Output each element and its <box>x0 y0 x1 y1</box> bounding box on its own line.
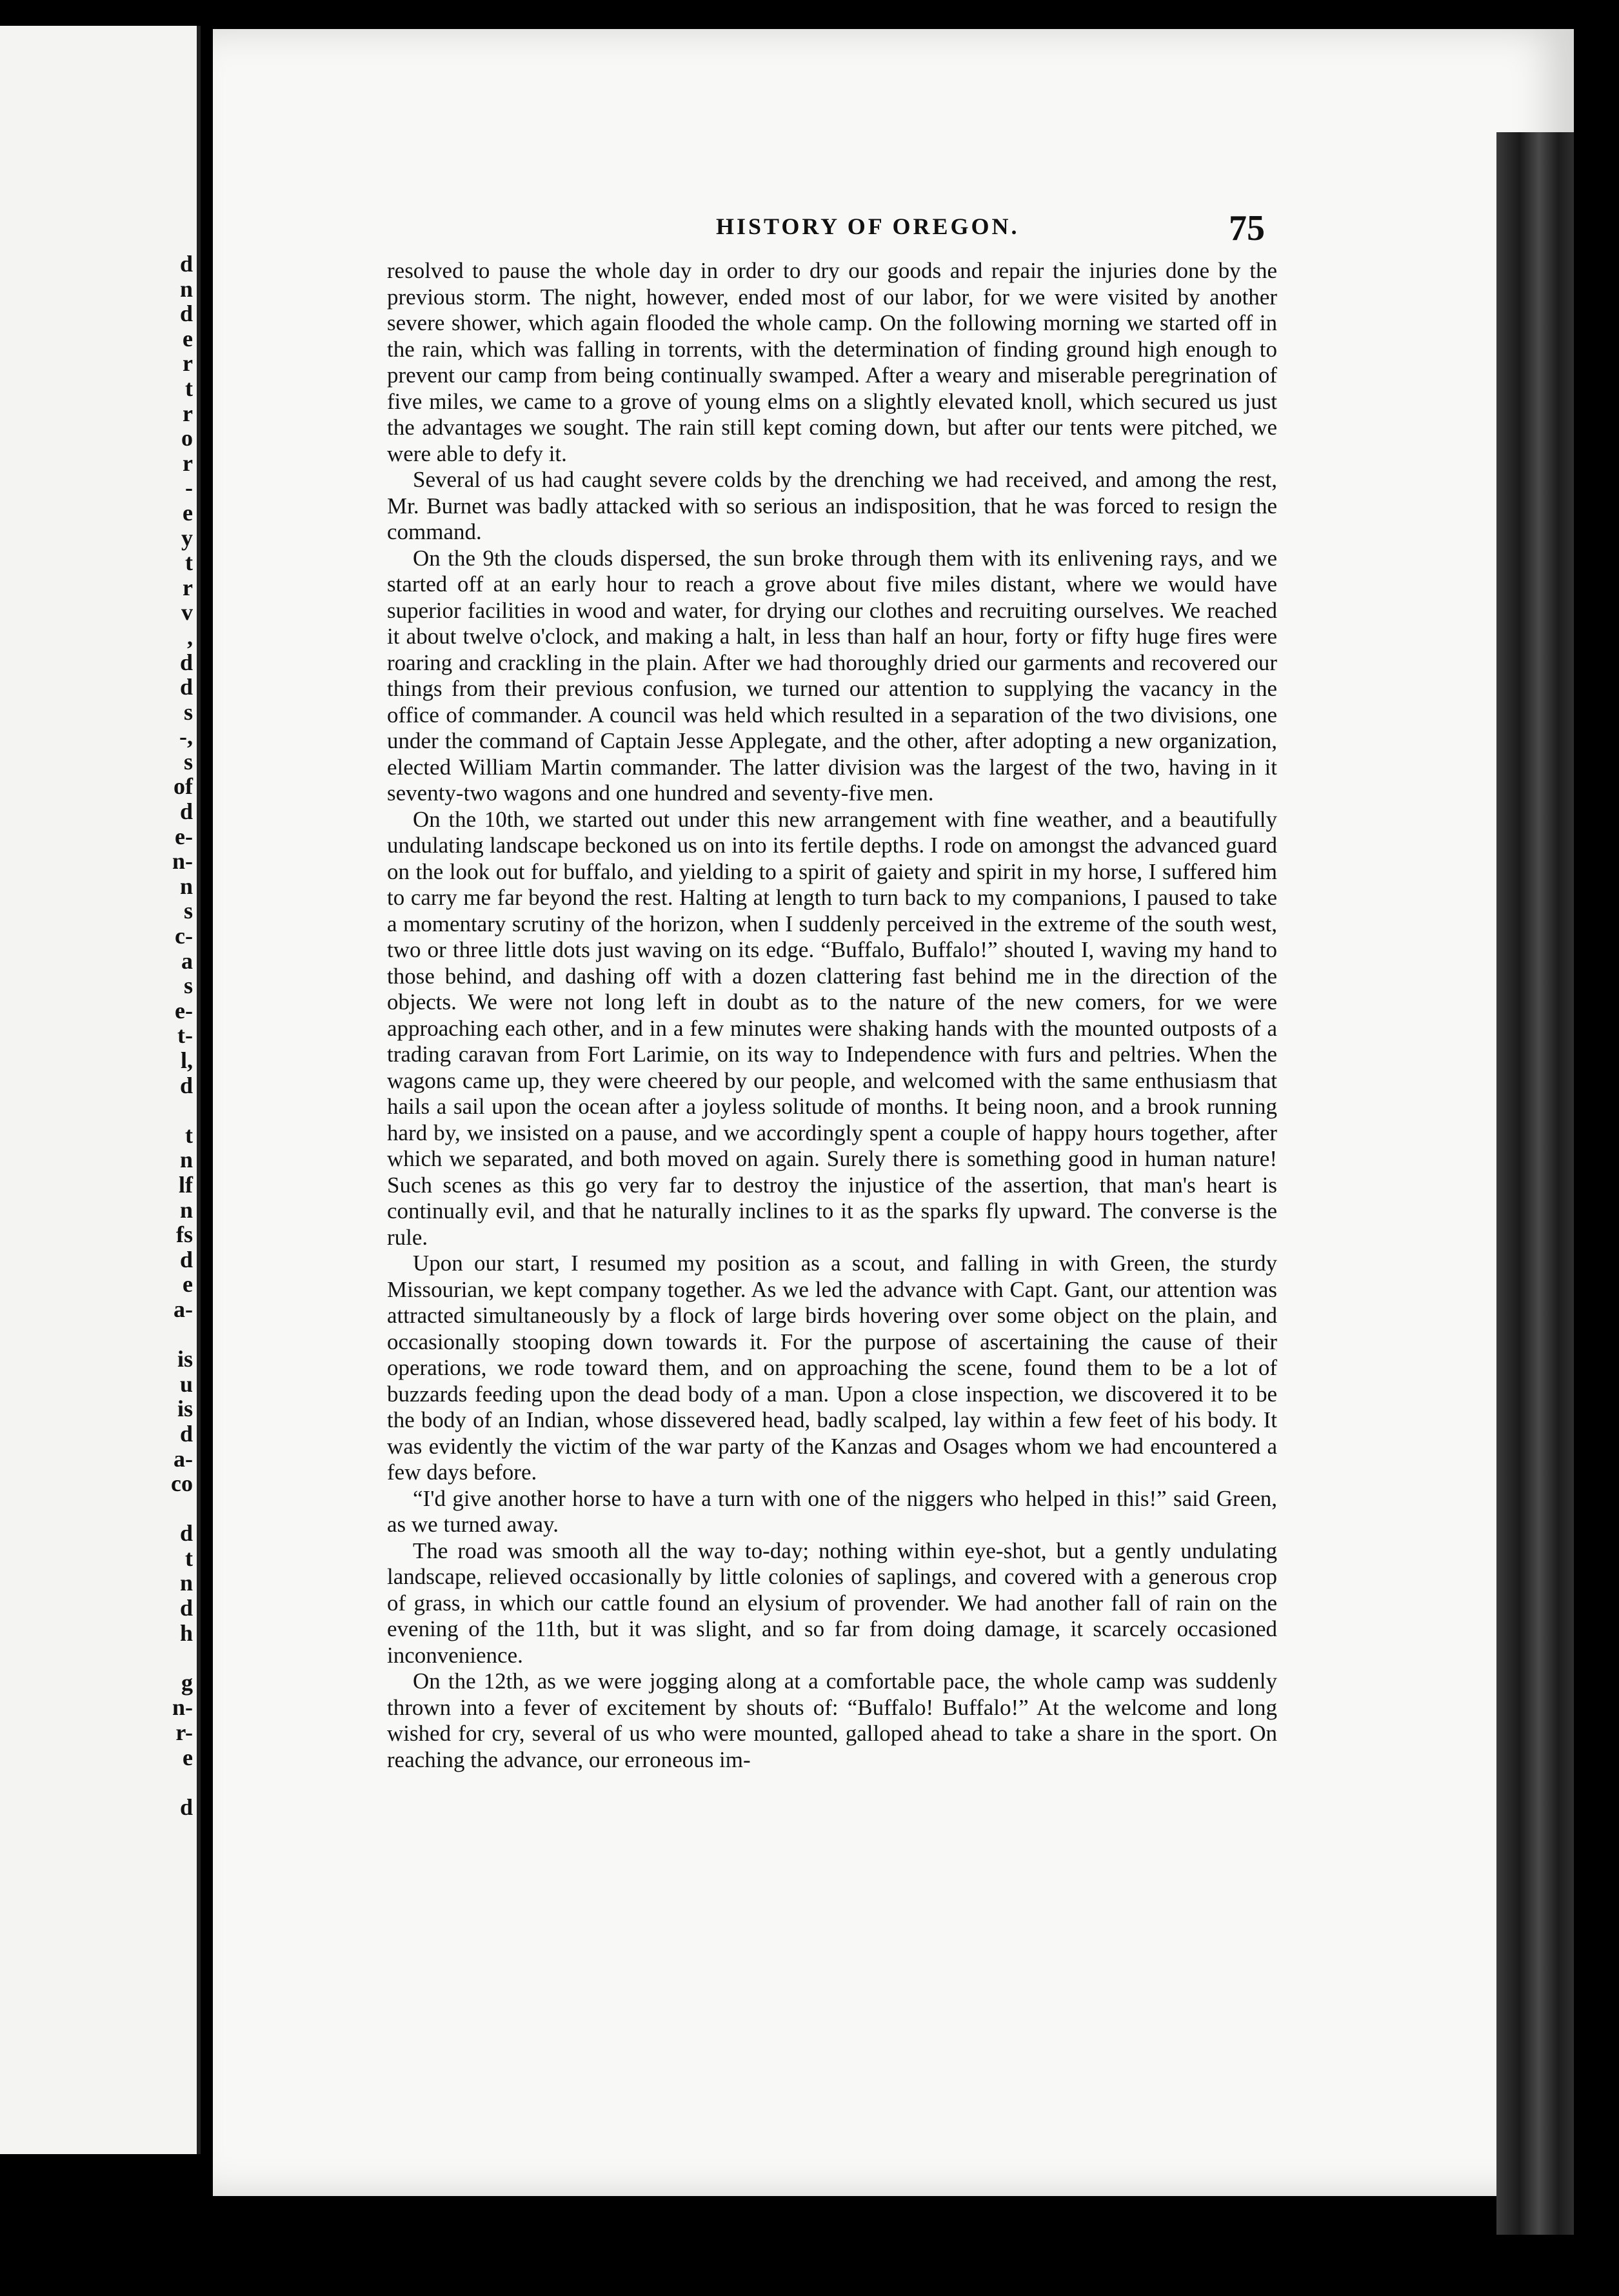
edge-letter: v <box>181 599 193 626</box>
left-page <box>0 26 201 2154</box>
paragraph: “I'd give another horse to have a turn with one of the niggers who helped in this!” said Green, as we turned away. <box>387 1485 1277 1537</box>
body-text <box>387 258 1277 1773</box>
edge-letter: t <box>185 1122 193 1148</box>
edge-letter <box>187 1322 193 1347</box>
edge-letter: e <box>183 325 193 351</box>
edge-letter <box>187 1770 193 1795</box>
edge-letter: s <box>183 698 193 725</box>
paragraph: Upon our start, I resumed my position as a scout, and falling in with Green, the sturdy Missourian, we kept company together. As we led the advance with Capt. Gant, our attention was attracted simultaneously by a flock of large birds hovering over some object on the plain, and occasionally stooping down towards it. For the purpose of ascertaining the cause of their operations, we rode toward them, and on approaching the scene, found them to be a lot of buzzards feeding upon the dead body of a man. Upon a close inspection, we discovered it to be the body of an Indian, whose dissevered head, badly scalped, lay within a few feet of his body. It was evidently the victim of the war party of the Kanzas and Osages whom we had encountered a few days before. <box>387 1251 1277 1485</box>
edge-letter: r <box>183 350 193 377</box>
edge-letter: d <box>179 301 193 327</box>
edge-letter: r <box>183 450 193 476</box>
edge-letter: r- <box>175 1719 193 1746</box>
edge-letter: d <box>179 1520 193 1547</box>
edge-letter: o <box>181 425 193 451</box>
paragraph: The road was smooth all the way to-day; nothing within eye-shot, but a gently undulating landscape, relieved occasionally by little colonies of saplings, and covered with a generous crop of grass, in which our cattle found an elysium of provender. We had another fall of rain on the evening of the 11th, but it was slight, and so far from doing damage, it scarcely occasioned inconvenience. <box>387 1538 1277 1668</box>
page-edge-stack <box>1496 132 1574 2235</box>
edge-letter <box>187 1496 193 1521</box>
edge-letter: n <box>179 275 193 302</box>
edge-letter: , <box>187 624 193 650</box>
edge-letter: t <box>185 549 193 576</box>
edge-letter: d <box>179 1246 193 1272</box>
edge-letter: r <box>183 400 193 426</box>
edge-letter: d <box>179 674 193 700</box>
edge-letter: g <box>181 1669 193 1696</box>
edge-letter: s <box>183 898 193 924</box>
edge-letter: a- <box>174 1445 193 1472</box>
edge-letter: is <box>177 1346 193 1372</box>
edge-letter: n <box>179 1147 193 1173</box>
paragraph: Several of us had caught severe colds by the drenching we had received, and among the rest, Mr. Burnet was badly attacked with so serious an indisposition, that he was forced to resign the command. <box>387 467 1277 544</box>
edge-letter: -, <box>179 724 193 750</box>
paragraph: resolved to pause the whole day in order to dry our goods and repair the injuries done by the previous storm. The night, however, ended most of our labor, for we were visited by another severe shower, which again flooded the whole camp. On the following morning we started off in the rain, which was falling in torrents, with the determination of finding ground high enough to prevent our camp from being continually swamped. After a weary and miserable peregrination of five miles, we came to a grove of young elms on a slightly elevated knoll, which secured us just the advantages we sought. The rain still kept coming down, but after our tents were pitched, we were able to defy it. <box>387 258 1277 466</box>
edge-letter: s <box>183 748 193 775</box>
edge-letter: e <box>183 499 193 526</box>
edge-letter: d <box>179 798 193 825</box>
edge-letter: c- <box>175 923 193 949</box>
left-page-edge-text <box>171 252 193 1819</box>
edge-letter: d <box>179 1595 193 1621</box>
edge-letter: is <box>177 1396 193 1422</box>
edge-letter: h <box>179 1619 193 1646</box>
edge-letter: d <box>179 1072 193 1098</box>
edge-letter: e- <box>175 823 193 849</box>
edge-letter: s <box>183 973 193 999</box>
edge-letter: - <box>185 475 193 501</box>
edge-letter: r <box>183 574 193 600</box>
edge-letter: n- <box>172 848 193 875</box>
paragraph: On the 12th, as we were jogging along at a comfortable pace, the whole camp was suddenly thrown into a fever of excitement by shouts of: “Buffalo! Buffalo!” At the welcome and long wished for cry, several of us who were mounted, galloped ahead to take a share in the sport. On reaching the advance, our erroneous im- <box>387 1668 1277 1772</box>
paragraph: On the 9th the clouds dispersed, the sun broke through them with its enlivening rays, and we started off at an early hour to reach a grove about five miles distant, where we would have superior facilities in wood and water, for drying our clothes and recruiting ourselves. We reached it about twelve o'clock, and making a halt, in less than half an hour, forty or fifty huge fires were roaring and crackling in the plain. After we had thoroughly dried our garments and recovered our things from their previous confusion, we turned our attention to supplying the vacancy in the office of commander. A council was held which resulted in a separation of the two divisions, one under the command of Captain Jesse Applegate, and the other, after adopting a new organization, elected William Martin commander. The latter division was the largest of the two, having in it seventy-two wagons and one hundred and seventy-five men. <box>387 545 1277 806</box>
edge-letter: n <box>179 1570 193 1596</box>
edge-letter: n <box>179 873 193 899</box>
edge-letter: of <box>174 773 193 800</box>
edge-letter: fs <box>176 1222 193 1248</box>
page-number: 75 <box>1229 208 1265 248</box>
edge-letter: d <box>179 1420 193 1447</box>
edge-letter: lf <box>179 1171 193 1198</box>
edge-letter: n <box>179 1196 193 1223</box>
paragraph: On the 10th, we started out under this new arrangement with fine weather, and a beautifully undulating landscape beckoned us on into its fertile depths. I rode on amongst the advanced guard on the look out for buffalo, and yielding to a spirit of gaiety and spirit in my horse, I suffered him to carry me far beyond the rest. Halting at length to turn back to my companions, I paused to take a momentary scrutiny of the horizon, when I suddenly perceived in the extreme of the south west, two or three little dots just waving on its edge. “Buffalo, Buffalo!” shouted I, waving my hand to those behind, and dashing off with a dozen clattering fast behind me in the direction of the objects. We were not long left in doubt as to the nature of the new comers, for we were approaching each other, and in a few minutes were shaking hands with the mounted outposts of a trading caravan from Fort Larimie, on its way to Independence with furs and peltries. When the wagons came up, they were cheered by our people, and welcomed with the same enthusiasm that hails a sail upon the ocean after a joyless solitude of months. It being noon, and a brook running hard by, we insisted on a pause, and we accordingly spent a couple of happy hours together, after which we separated, and both moved on again. Surely there is something good in human nature! Such scenes as this go very far to destroy the injustice of the assertion, that man's heart is continually evil, and that he naturally inclines to it as the sparks fly upward. The converse is the rule. <box>387 806 1277 1250</box>
edge-letter: d <box>179 251 193 277</box>
edge-letter: l, <box>180 1047 193 1073</box>
edge-letter: a <box>181 947 193 974</box>
edge-letter: t <box>185 375 193 401</box>
edge-letter: d <box>179 649 193 675</box>
running-head: HISTORY OF OREGON. <box>716 213 1020 239</box>
edge-letter: t <box>185 1545 193 1571</box>
edge-letter: co <box>171 1470 193 1497</box>
edge-letter: n- <box>172 1694 193 1721</box>
edge-letter: t- <box>177 1022 193 1049</box>
edge-letter: y <box>181 524 193 551</box>
edge-letter: e <box>183 1271 193 1298</box>
edge-letter: u <box>179 1371 193 1397</box>
edge-letter <box>187 1098 193 1123</box>
edge-letter <box>187 1645 193 1670</box>
edge-letter: e <box>183 1744 193 1770</box>
edge-letter: e- <box>175 997 193 1024</box>
edge-letter: a- <box>174 1296 193 1322</box>
edge-letter: d <box>179 1794 193 1820</box>
